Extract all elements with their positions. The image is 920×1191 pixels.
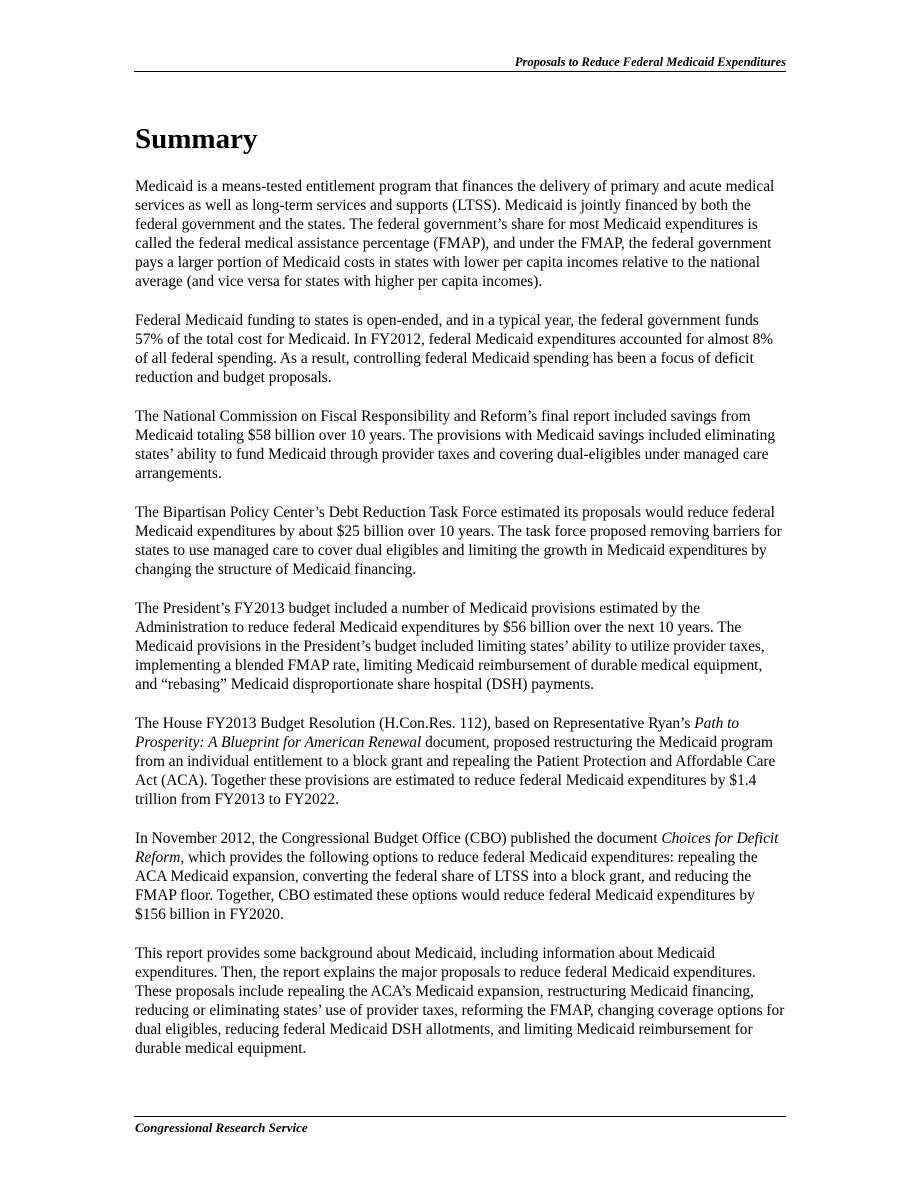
paragraph-6-text-start: The House FY2013 Budget Resolution (H.Con.Res. 112), based on Representative Ryan’s: [135, 714, 695, 732]
paragraph-3: The National Commission on Fiscal Responsibility and Reform’s final report included savings from Medicaid totaling $58 billion over 10 years. The provisions with Medicaid savings included eliminating states’ ability to fund Medicaid through provider taxes and covering dual-eligibles under managed care arrangements.: [135, 407, 776, 483]
paragraph-7-text-end: , which provides the following options to reduce federal Medicaid expenditures: repealing the ACA Medicaid expansion, converting the federal share of LTSS into a block grant, and reducing the FMAP floor. Together, CBO estimated these options would reduce federal Medicaid expenditures by $156 billion in FY2020.: [135, 848, 758, 923]
paragraph-7: [135, 829, 787, 924]
footer-divider: [134, 1116, 786, 1117]
paragraph-6-text-end: document, proposed restructuring the Medicaid program from an individual entitlement to a block grant and repealing the Patient Protection and Affordable Care Act (ACA). Together these provisions are estimated to reduce federal Medicaid expenditures by $1.4 trillion from FY2013 to FY2022.: [135, 733, 776, 809]
running-header-title: Proposals to Reduce Federal Medicaid Expenditures: [514, 55, 786, 69]
summary-body: [135, 177, 787, 1078]
paragraph-8: This report provides some background about Medicaid, including information about Medicaid expenditures. Then, the report explains the major proposals to reduce federal Medicaid expenditures. These proposals include repealing the ACA’s Medicaid expansion, restructuring Medicaid financing, reducing or eliminating states’ use of provider taxes, reforming the FMAP, changing coverage options for dual eligibles, reducing federal Medicaid DSH allotments, and limiting Medicaid reimbursement for durable medical equipment.: [135, 944, 785, 1058]
page-title: Summary: [135, 123, 258, 155]
header-divider: [134, 71, 786, 72]
paragraph-6-document-title: Path to Prosperity: A Blueprint for American Renewal: [135, 714, 740, 751]
paragraph-7-text-start: In November 2012, the Congressional Budget Office (CBO) published the document: [135, 829, 662, 847]
paragraph-1: Medicaid is a means-tested entitlement program that finances the delivery of primary and acute medical services as well as long-term services and supports (LTSS). Medicaid is jointly financed by both the federal government and the states. The federal government’s share for most Medicaid expenditures is called the federal medical assistance percentage (FMAP), and under the FMAP, the federal government pays a larger portion of Medicaid costs in states with lower per capita incomes relative to the national average (and vice versa for states with higher per capita incomes).: [135, 178, 775, 291]
footer-organization: Congressional Research Service: [135, 1120, 308, 1135]
paragraph-7-document-title: Choices for Deficit Reform: [135, 829, 779, 866]
paragraph-6: [135, 714, 787, 809]
paragraph-4: The Bipartisan Policy Center’s Debt Reduction Task Force estimated its proposals would reduce federal Medicaid expenditures by about $25 billion over 10 years. The task force proposed removing barriers for states to use managed care to cover dual eligibles and limiting the growth in Medicaid expenditures by changing the structure of Medicaid financing.: [135, 503, 782, 579]
paragraph-5: The President’s FY2013 budget included a number of Medicaid provisions estimated by the Administration to reduce federal Medicaid expenditures by $56 billion over the next 10 years. The Medicaid provisions in the President’s budget included limiting states’ ability to utilize provider taxes, implementing a blended FMAP rate, limiting Medicaid reimbursement of durable medical equipment, and “rebasing” Medicaid disproportionate share hospital (DSH) payments.: [135, 599, 765, 694]
paragraph-2: Federal Medicaid funding to states is open-ended, and in a typical year, the federal government funds 57% of the total cost for Medicaid. In FY2012, federal Medicaid expenditures accounted for almost 8% of all federal spending. As a result, controlling federal Medicaid spending has been a focus of deficit reduction and budget proposals.: [135, 312, 774, 387]
